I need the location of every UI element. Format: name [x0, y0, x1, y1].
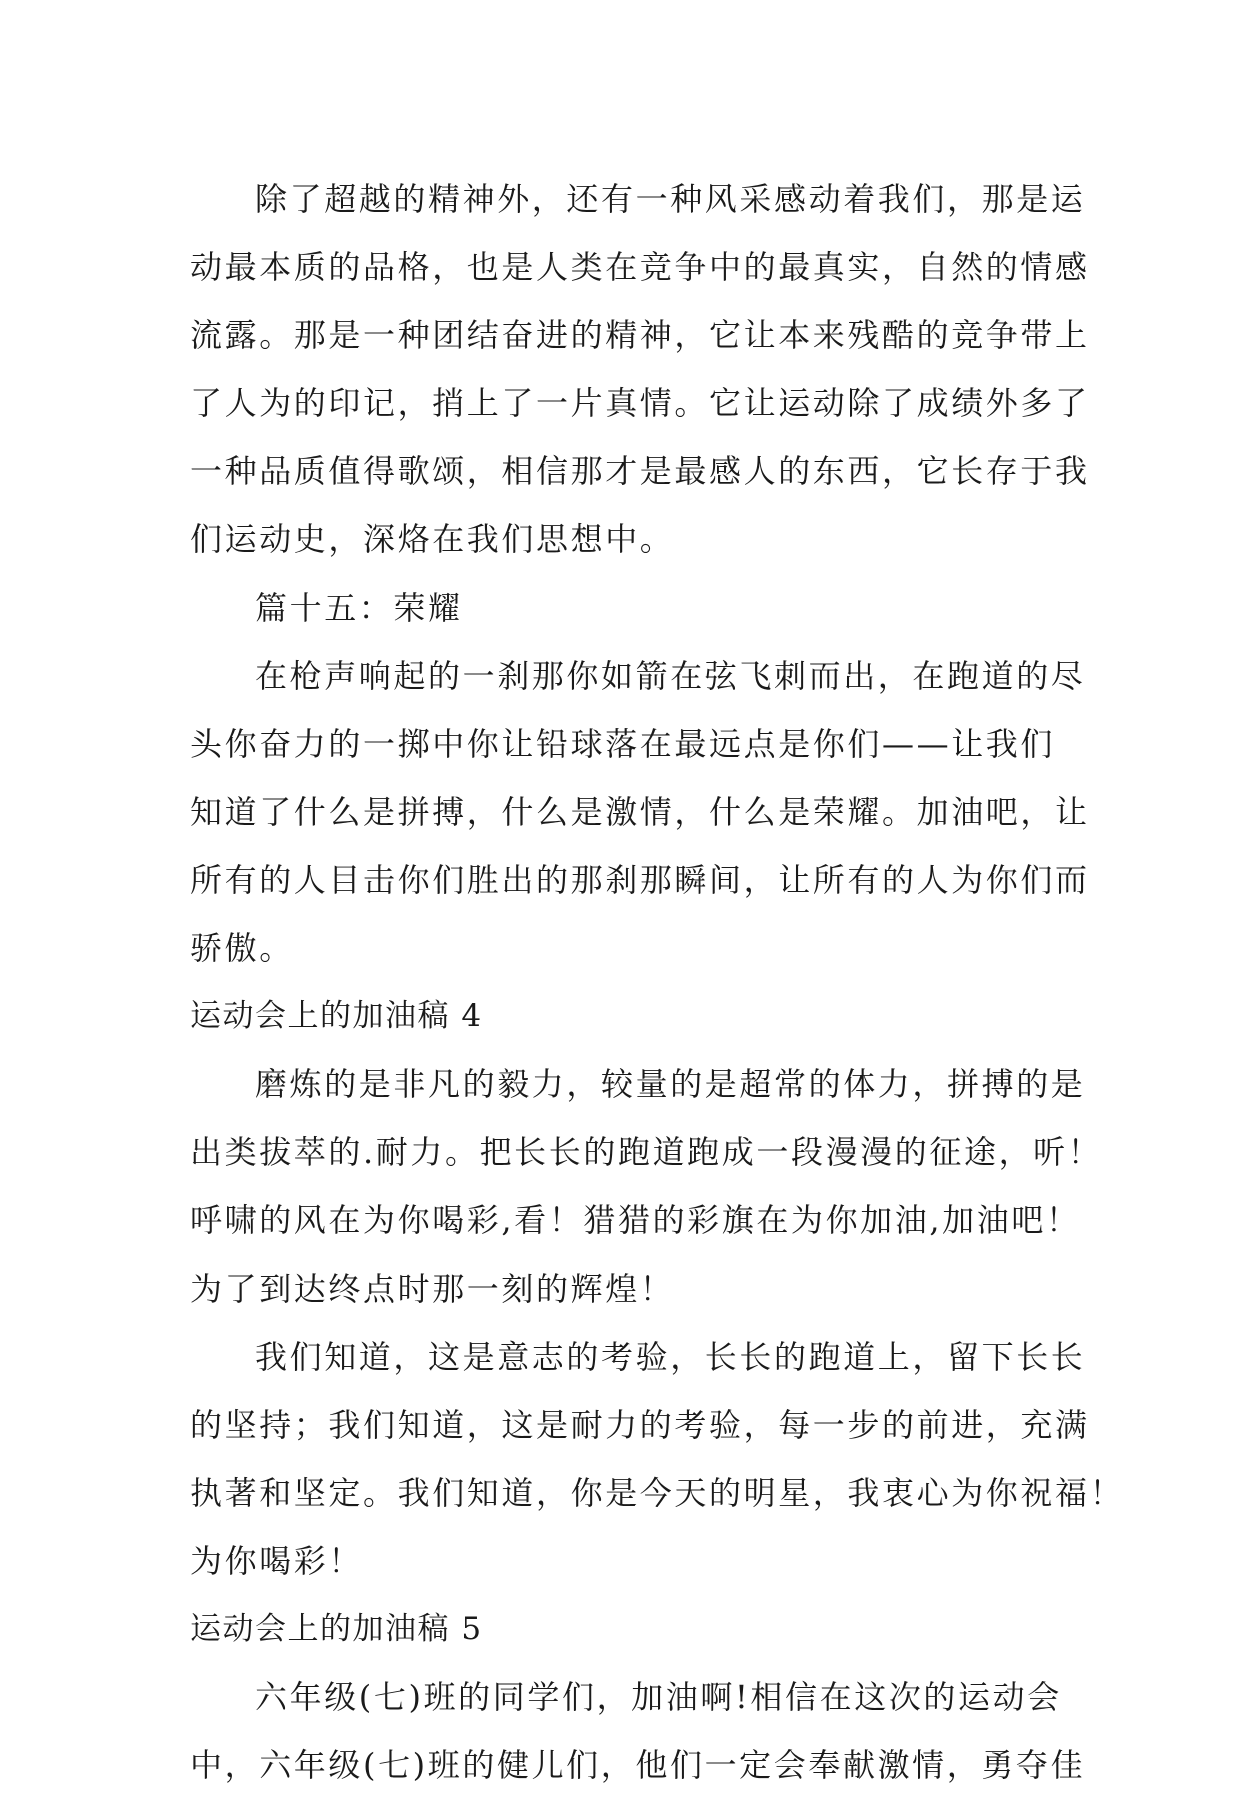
text-line: 六年级(七)班的同学们，加油啊!相信在这次的运动会	[255, 1678, 1062, 1717]
text-line: 所有的人目击你们胜出的那刹那瞬间，让所有的人为你们而	[190, 860, 1090, 899]
text-line: 一种品质值得歌颂，相信那才是最感人的东西，它长存于我	[190, 452, 1090, 491]
section-heading: 运动会上的加油稿 4	[190, 998, 483, 1035]
text-line: 为你喝彩！	[190, 1541, 364, 1580]
text-line: 我们知道，这是意志的考验，长长的跑道上，留下长长	[255, 1337, 1086, 1376]
text-line: 呼啸的风在为你喝彩,看！猎猎的彩旗在为你加油,加油吧！	[190, 1201, 1081, 1240]
text-line: 中，六年级(七)班的健儿们，他们一定会奉献激情，勇夺佳	[190, 1746, 1086, 1785]
text-line: 骄傲。	[190, 929, 294, 968]
text-line: 为了到达终点时那一刻的辉煌！	[190, 1269, 675, 1308]
text-line: 的坚持；我们知道，这是耐力的考验，每一步的前进，充满	[190, 1405, 1090, 1444]
text-line: 知道了什么是拼搏，什么是激情，什么是荣耀。加油吧，让	[190, 792, 1090, 831]
text-line: 除了超越的精神外，还有一种风采感动着我们，那是运	[255, 180, 1086, 218]
text-line: 头你奋力的一掷中你让铅球落在最远点是你们——让我们	[190, 724, 1056, 763]
text-line: 们运动史，深烙在我们思想中。	[190, 520, 675, 559]
text-line: 执著和坚定。我们知道，你是今天的明星，我衷心为你祝福！	[190, 1473, 1125, 1512]
text-line: 篇十五：荣耀	[255, 588, 463, 627]
text-line: 出类拔萃的.耐力。把长长的跑道跑成一段漫漫的征途，听！	[190, 1133, 1103, 1172]
text-line: 流露。那是一种团结奋进的精神，它让本来残酷的竞争带上	[190, 316, 1090, 355]
section-heading: 运动会上的加油稿 5	[190, 1610, 483, 1647]
text-line: 在枪声响起的一刹那你如箭在弦飞刺而出，在跑道的尽	[255, 656, 1086, 695]
document-body	[190, 165, 1125, 1799]
text-line: 磨炼的是非凡的毅力，较量的是超常的体力，拼搏的是	[255, 1065, 1086, 1104]
text-line: 了人为的印记，捎上了一片真情。它让运动除了成绩外多了	[190, 384, 1090, 423]
text-line: 动最本质的品格，也是人类在竞争中的最真实，自然的情感	[190, 248, 1090, 287]
